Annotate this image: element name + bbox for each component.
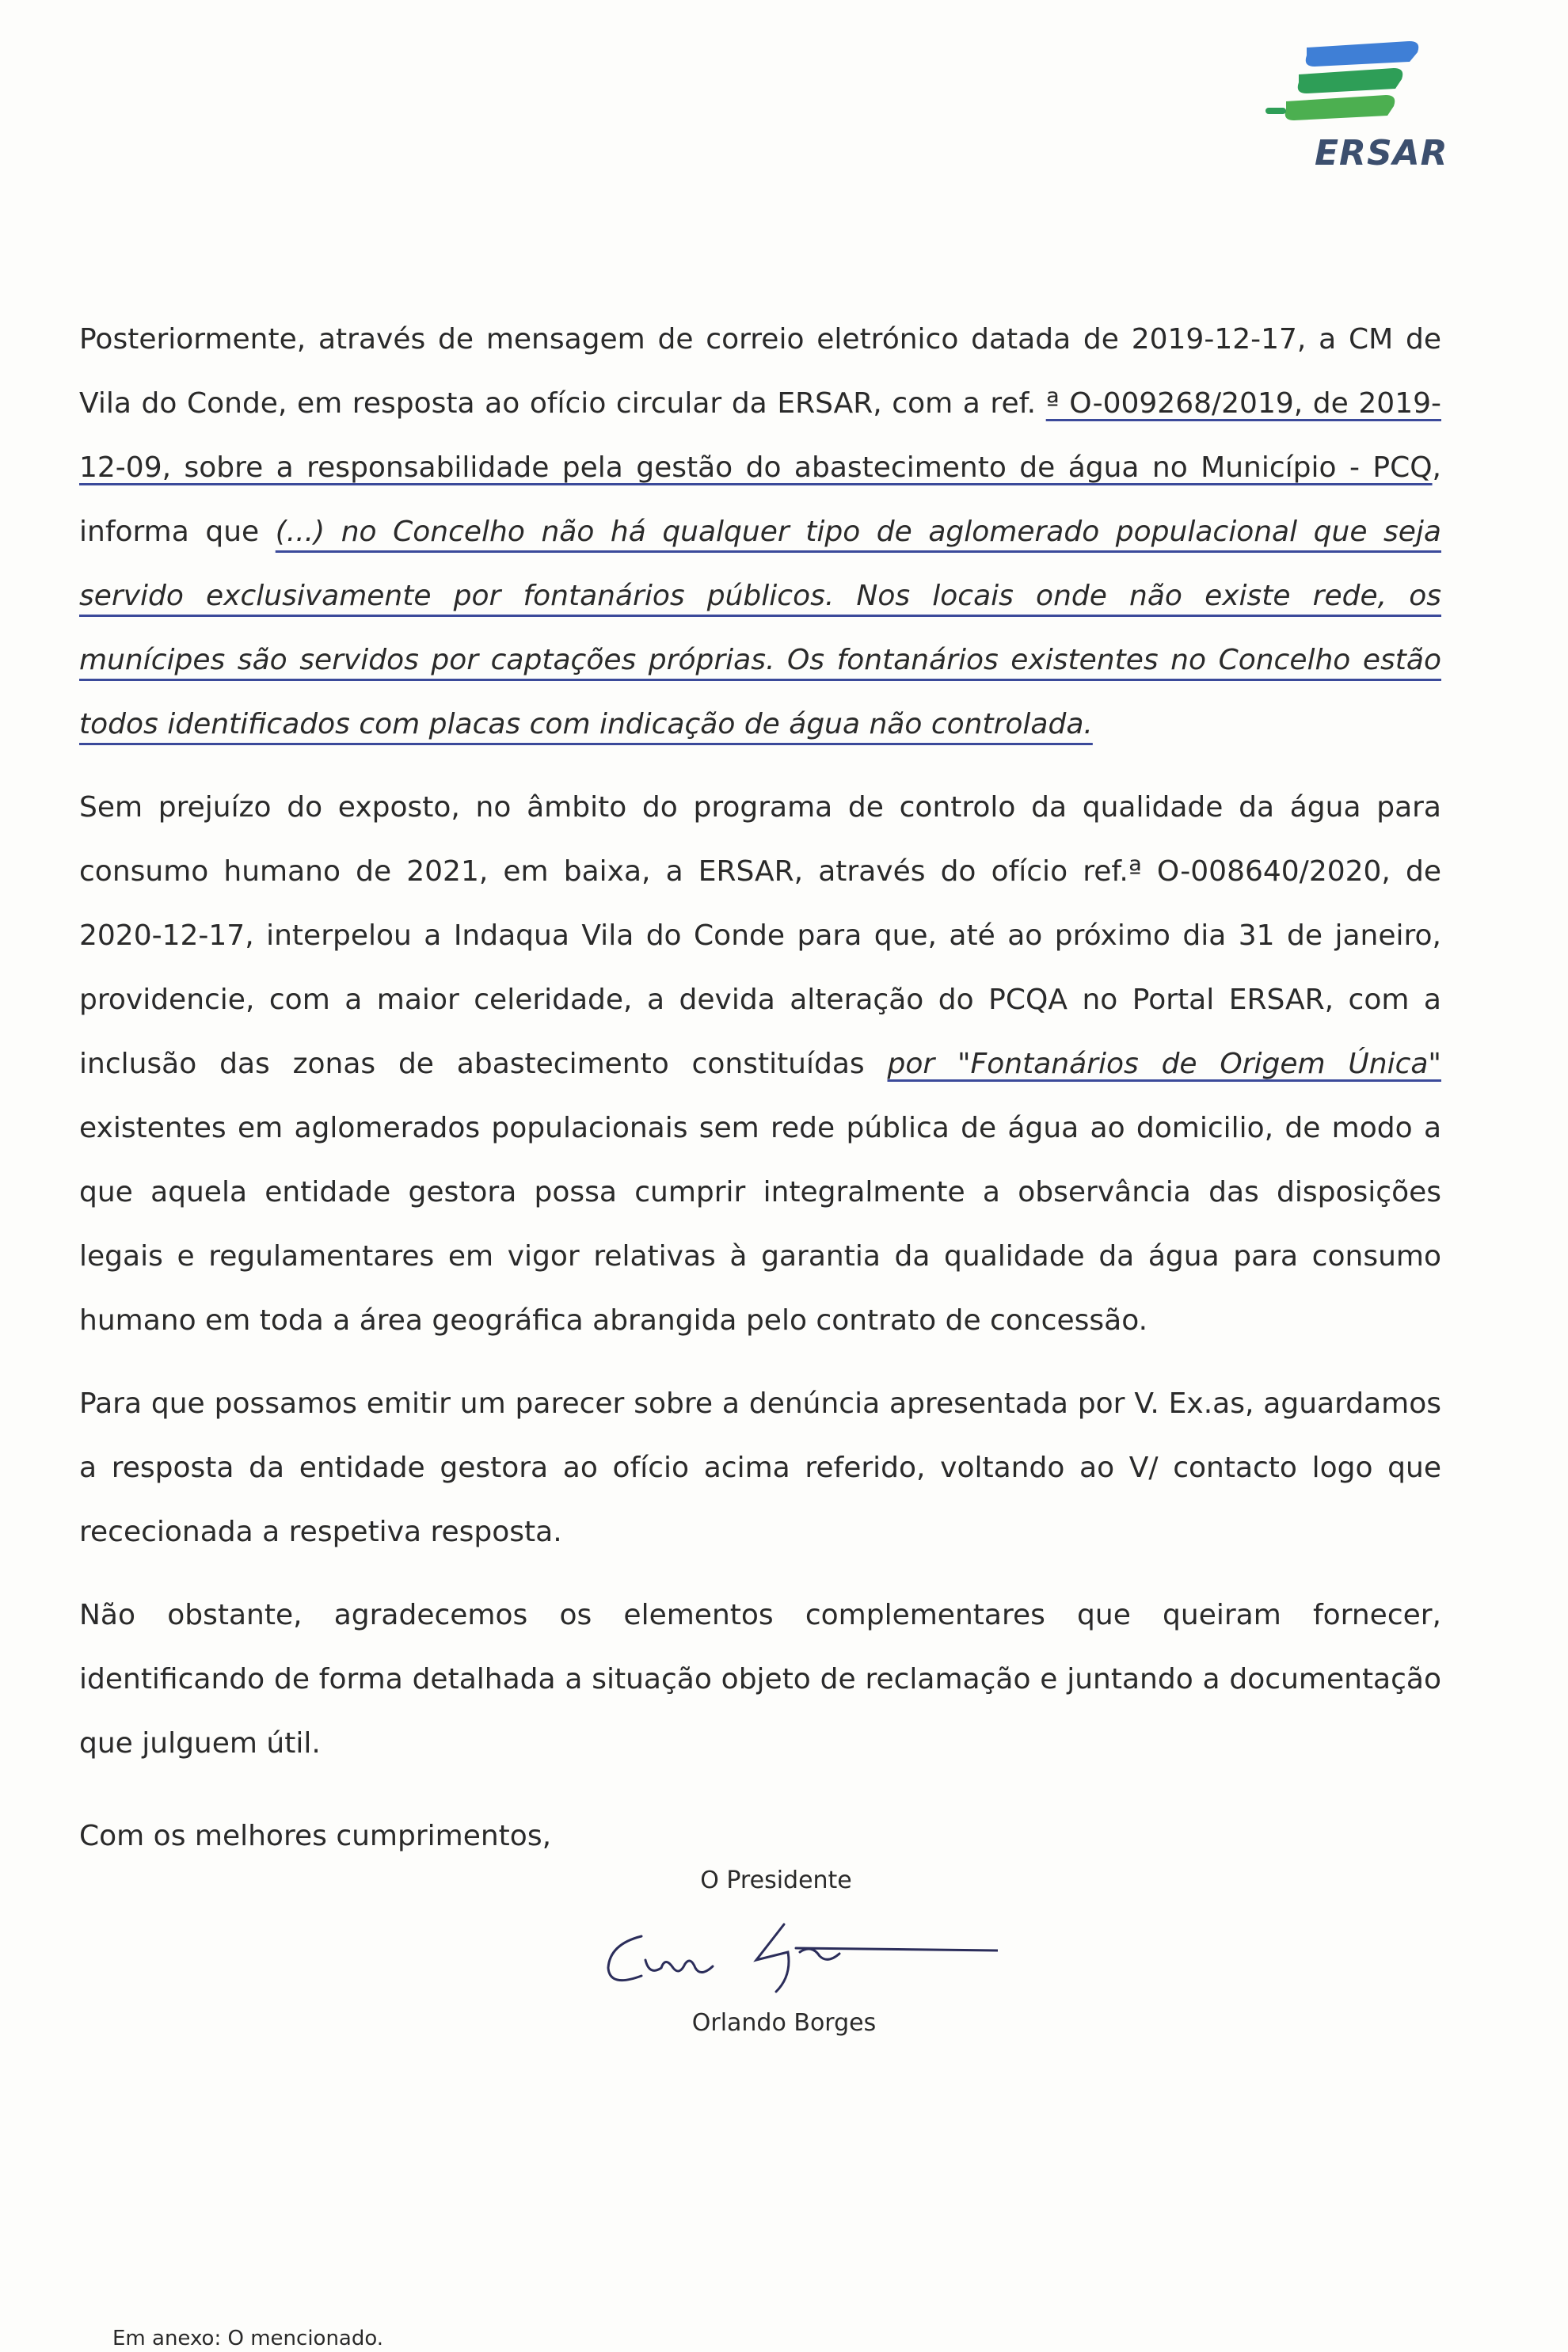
paragraph-2-rest: existentes em aglomerados populacionais sem rede pública de água ao domicilio, de modo a que aquela entidade gestora possa cumprir integralmente a observância das disposições legais e regulamentares em vigor relativas à garantia da qualidade da água para consumo humano em toda a área geográfica abrangida pelo contrato de concessão. xyxy=(79,1112,1441,1337)
paragraph-1-quote: (...) no Concelho não há qualquer tipo de aglomerado populacional que seja servido exclusivamente por fontanários públicos. Nos locais onde não existe rede, os munícipes são servidos por captações próprias. Os fontanários existentes no Concelho estão todos identificados com placas com indicação de água não controlada. xyxy=(79,516,1441,740)
paragraph-3: Para que possamos emitir um parecer sobre a denúncia apresentada por V. Ex.as, aguardamos a resposta da entidade gestora ao ofício acima referido, voltando ao V/ contacto logo que rececionada a respetiva resposta. xyxy=(79,1387,1441,1548)
paragraph-1-reference: ª O-009268/2019, de 2019-12-09, sobre a responsabilidade pela gestão do abastecimento de água no Município - PCQ xyxy=(79,387,1441,484)
signature-title: O Presidente xyxy=(700,1867,852,1894)
ersar-logo-icon xyxy=(1259,40,1433,135)
paragraph-4: Não obstante, agradecemos os elementos complementares que queiram fornecer, identificando de forma detalhada a situação objeto de reclamação e juntando a documentação que julguem útil. xyxy=(79,1599,1441,1760)
annex-note: Em anexo: O mencionado. xyxy=(112,2327,384,2350)
handwritten-signature xyxy=(586,1912,998,2000)
ersar-logo-text: ERSAR xyxy=(1315,133,1448,173)
paragraph-1-intro: Posteriormente, através de mensagem de correio eletrónico datada de 2019-12-17, a CM de Vila do Conde, em resposta ao ofício circular da ERSAR, com a ref. xyxy=(79,323,1441,420)
signatory-name: Orlando Borges xyxy=(691,2009,877,2037)
closing-line: Com os melhores cumprimentos, xyxy=(79,1820,552,1852)
paragraph-2-intro: Sem prejuízo do exposto, no âmbito do programa de controlo da qualidade da água para consumo humano de 2021, em baixa, a ERSAR, através do ofício ref.ª O-008640/2020, de 2020-12-17, interpelou a Indaqua Vila do Conde para que, até ao próximo dia 31 de janeiro, providencie, com a maior celeridade, a devida alteração do PCQA no Portal ERSAR, com a inclusão das zonas de abastecimento constituídas xyxy=(79,791,1441,1080)
letter-body xyxy=(79,307,1441,1887)
signature-block xyxy=(554,1865,1029,2039)
paragraph-2-quote: por "Fontanários de Origem Única" xyxy=(887,1048,1441,1080)
paragraph-1 xyxy=(79,307,1441,756)
ersar-logo xyxy=(1259,40,1448,182)
paragraph-1-connector: , informa que xyxy=(79,451,1441,548)
paragraph-2 xyxy=(79,775,1441,1353)
